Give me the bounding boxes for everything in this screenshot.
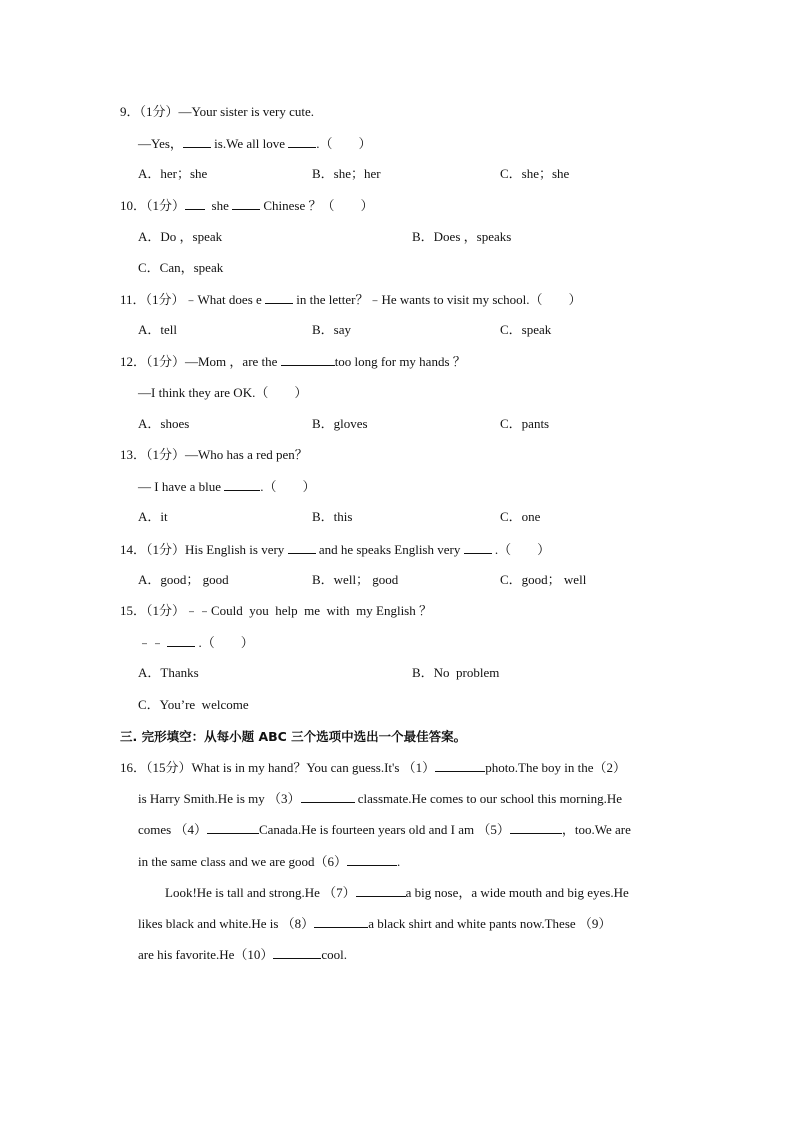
question-14-option-a[interactable]: A．good； good: [138, 572, 229, 587]
question-9-option-a[interactable]: A．her；she: [138, 166, 208, 181]
question-11-option-b[interactable]: B．say: [312, 322, 352, 337]
blank[interactable]: [301, 790, 355, 803]
cloze-line-6: likes black and white.He is （8） a black shirt and white pants now.These （9）: [138, 916, 612, 931]
question-10-option-a[interactable]: A．Do ，speak: [138, 229, 223, 244]
blank[interactable]: [510, 821, 562, 834]
blank[interactable]: [265, 291, 293, 304]
section-3-heading: 三. 完形填空：从每小题 ABC 三个选项中选出一个最佳答案。: [120, 729, 467, 744]
question-12-line2: —I think they are OK.（ ）: [138, 385, 308, 400]
blank[interactable]: [464, 541, 492, 554]
blank[interactable]: [167, 634, 195, 647]
blank[interactable]: [281, 353, 335, 366]
question-11-option-a[interactable]: A．tell: [138, 322, 177, 337]
question-9-option-c[interactable]: C．she；she: [500, 166, 570, 181]
blank[interactable]: [356, 884, 406, 897]
blank[interactable]: [288, 135, 316, 148]
question-10-option-b[interactable]: B．Does ，speaks: [412, 229, 512, 244]
question-11-option-c[interactable]: C．speak: [500, 322, 552, 337]
cloze-line-2: is Harry Smith.He is my （3） classmate.He comes to our school this morning.He: [138, 791, 623, 806]
question-9-option-b[interactable]: B．she；her: [312, 166, 381, 181]
blank[interactable]: [183, 135, 211, 148]
question-12-stem: 12．（1分）—Mom ，are the too long for my hands ？: [120, 354, 466, 369]
blank[interactable]: [347, 853, 397, 866]
question-13-stem: 13．（1分）—Who has a red pen？: [120, 447, 308, 462]
blank[interactable]: [185, 197, 205, 210]
question-9-line2: —Yes， is.We all love .（ ）: [138, 136, 372, 151]
cloze-line-4: in the same class and we are good（6） .: [138, 854, 401, 869]
question-14-stem: 14．（1分）His English is very and he speaks English very .（ ）: [120, 542, 551, 557]
question-14-option-b[interactable]: B．well； good: [312, 572, 399, 587]
question-11-stem: 11．（1分）﹣What does e in the letter？﹣He wants to visit my school.（ ）: [120, 292, 582, 307]
question-15-option-b[interactable]: B．No problem: [412, 665, 500, 680]
question-13-option-a[interactable]: A．it: [138, 509, 168, 524]
cloze-line-1: 16．（15分）What is in my hand？You can guess.It's （1） photo.The boy in the（2）: [120, 760, 627, 775]
blank[interactable]: [224, 478, 260, 491]
cloze-line-7: are his favorite.He（10） cool.: [138, 947, 348, 962]
question-10-stem: 10．（1分） she Chinese ？（ ）: [120, 198, 374, 213]
question-10-option-c[interactable]: C．Can，speak: [138, 260, 224, 275]
question-12-option-a[interactable]: A．shoes: [138, 416, 190, 431]
cloze-line-3: comes （4） Canada.He is fourteen years old and I am （5） ，too.We are: [138, 822, 631, 837]
question-15-stem: 15．（1分）﹣﹣Could you help me with my English ？: [120, 603, 432, 618]
question-9-stem: 9．（1分）—Your sister is very cute.: [120, 104, 315, 119]
question-13-option-c[interactable]: C．one: [500, 509, 541, 524]
blank[interactable]: [288, 541, 316, 554]
blank[interactable]: [232, 197, 260, 210]
cloze-line-5: Look!He is tall and strong.He （7） a big nose，a wide mouth and big eyes.He: [165, 885, 629, 900]
question-12-option-b[interactable]: B．gloves: [312, 416, 368, 431]
question-12-option-c[interactable]: C．pants: [500, 416, 550, 431]
question-15-line2: ﹣﹣ .（ ）: [138, 635, 254, 650]
question-13-line2: — I have a blue .（ ）: [138, 479, 316, 494]
blank[interactable]: [314, 915, 368, 928]
question-15-option-c[interactable]: C．You’re welcome: [138, 697, 249, 712]
question-15-option-a[interactable]: A．Thanks: [138, 665, 199, 680]
blank[interactable]: [207, 821, 259, 834]
question-14-option-c[interactable]: C．good； well: [500, 572, 587, 587]
blank[interactable]: [273, 946, 321, 959]
question-13-option-b[interactable]: B．this: [312, 509, 353, 524]
blank[interactable]: [435, 759, 485, 772]
